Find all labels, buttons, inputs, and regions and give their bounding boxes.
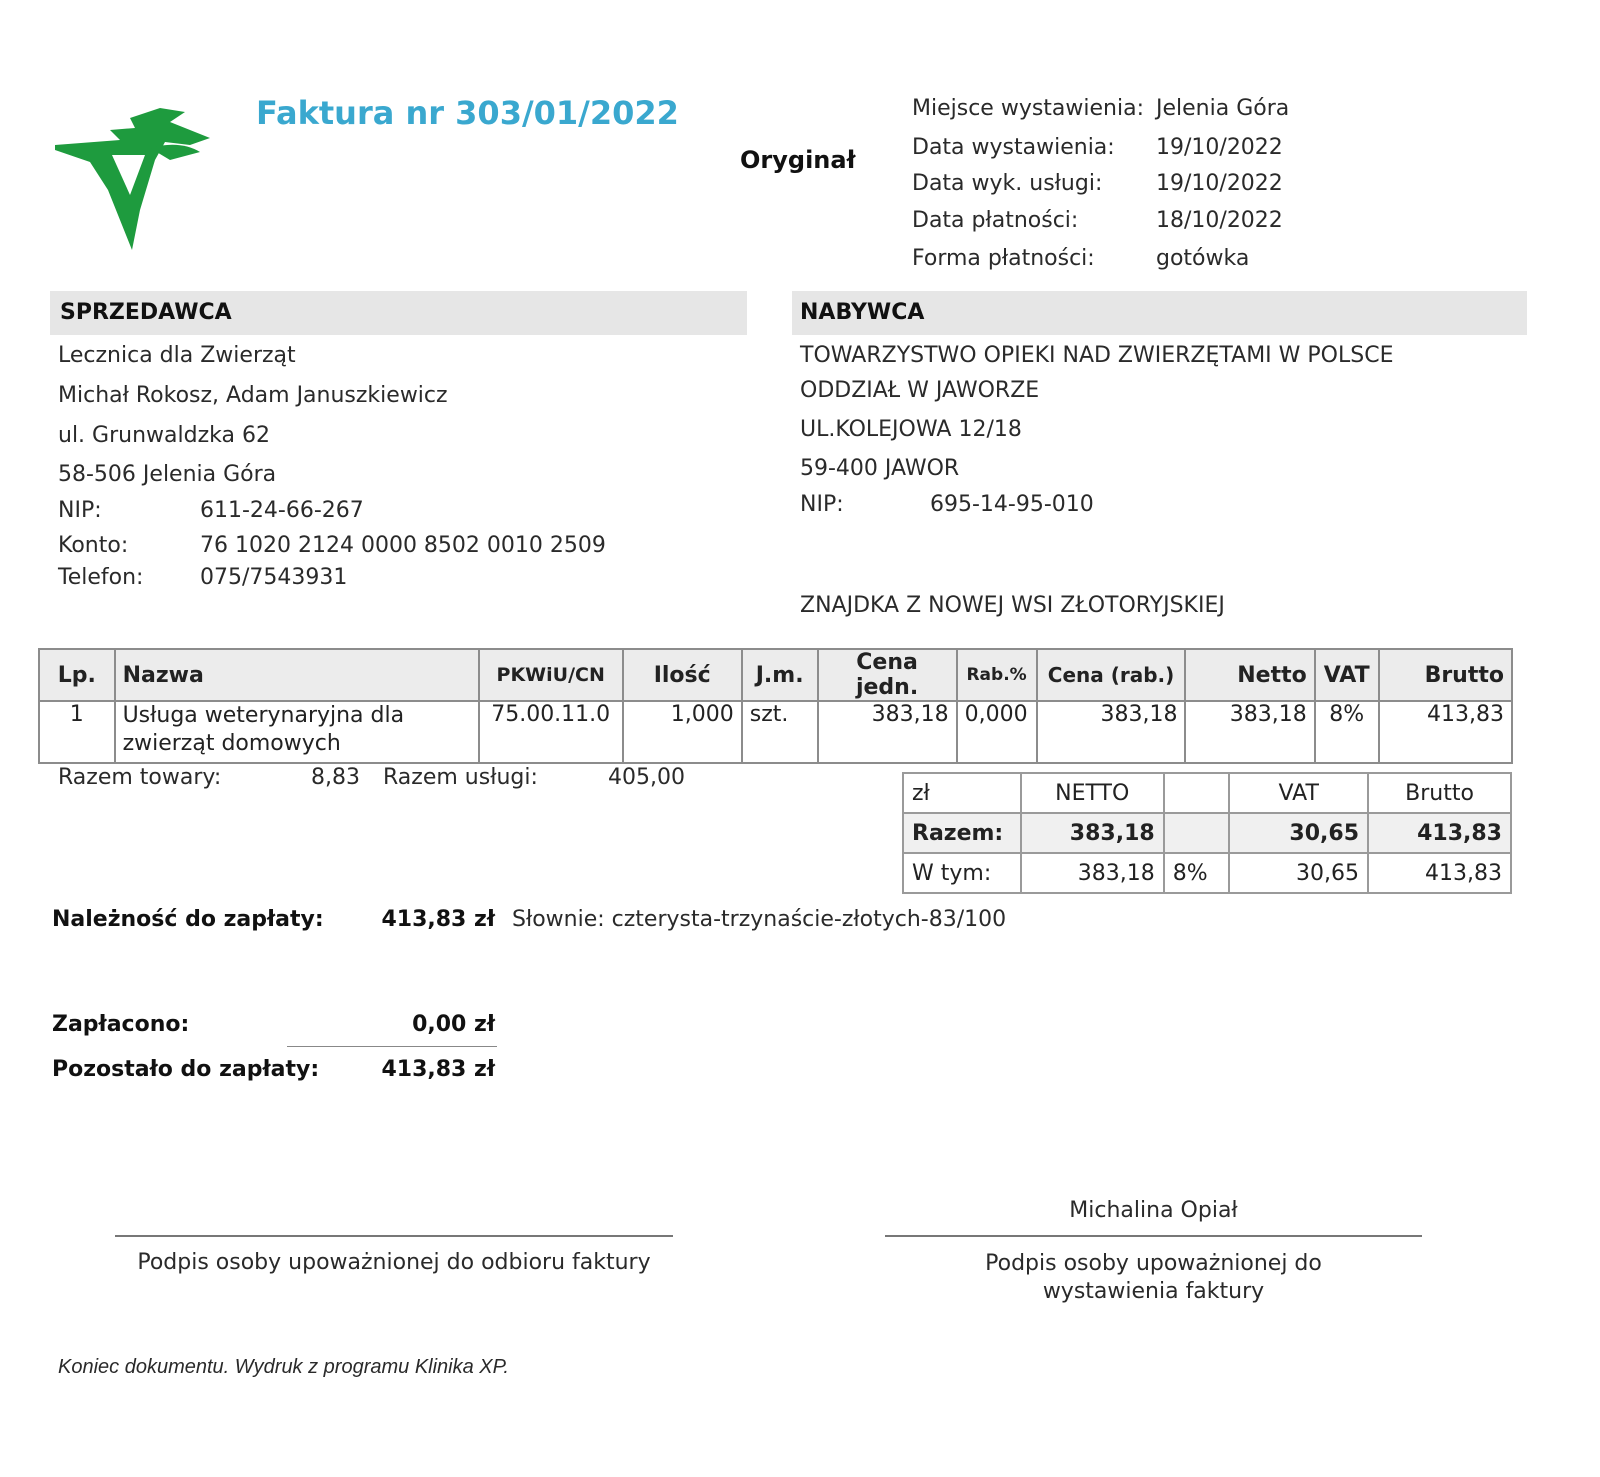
summary-total-rate	[1164, 813, 1230, 853]
buyer-nip-label: NIP:	[800, 492, 844, 517]
seller-line: Michał Rokosz, Adam Januszkiewicz	[58, 383, 448, 408]
summary-total-row	[903, 813, 1511, 853]
meta-payment-form-label: Forma płatności:	[912, 246, 1095, 271]
col-discount: Rab.%	[957, 649, 1037, 701]
item-gross: 413,83	[1379, 701, 1512, 763]
buyer-line: UL.KOLEJOWA 12/18	[800, 417, 1022, 442]
item-net: 383,18	[1185, 701, 1314, 763]
item-vat: 8%	[1315, 701, 1379, 763]
col-qty: Ilość	[623, 649, 742, 701]
seller-line: Lecznica dla Zwierząt	[58, 343, 296, 368]
copy-label: Oryginał	[740, 146, 856, 174]
summary-rate-header	[1164, 773, 1230, 813]
summary-incl-gross: 413,83	[1368, 853, 1511, 893]
amount-due-value: 413,83 zł	[381, 907, 495, 932]
summary-header-row	[903, 773, 1511, 813]
item-price-disc: 383,18	[1037, 701, 1186, 763]
meta-service-date-label: Data wyk. usługi:	[912, 171, 1103, 196]
item-discount: 0,000	[957, 701, 1037, 763]
buyer-line: ODDZIAŁ W JAWORZE	[800, 378, 1040, 403]
summary-incl-label: W tym:	[903, 853, 1021, 893]
summary-net-header: NETTO	[1021, 773, 1164, 813]
meta-issue-date-value: 19/10/2022	[1156, 135, 1283, 160]
invoice-title: Faktura nr 303/01/2022	[256, 94, 679, 132]
vat-summary-table	[902, 772, 1512, 894]
summary-incl-net: 383,18	[1021, 853, 1164, 893]
col-unit: J.m.	[742, 649, 818, 701]
summary-total-vat: 30,65	[1229, 813, 1368, 853]
seller-nip-label: NIP:	[58, 498, 102, 523]
remaining-label: Pozostało do zapłaty:	[52, 1057, 320, 1082]
item-unit: szt.	[742, 701, 818, 763]
seller-account-label: Konto:	[58, 533, 129, 558]
summary-vat-header: VAT	[1229, 773, 1368, 813]
summary-total-label: Razem:	[903, 813, 1021, 853]
col-lp: Lp.	[39, 649, 115, 701]
summary-incl-vat: 30,65	[1229, 853, 1368, 893]
item-lp: 1	[39, 701, 115, 763]
goods-total-value: 8,83	[311, 765, 360, 790]
item-name: Usługa weterynaryjna dla zwierząt domowych	[115, 701, 479, 763]
meta-issue-date-label: Data wystawienia:	[912, 135, 1115, 160]
receiver-signature-line	[115, 1235, 673, 1237]
meta-payment-form-value: gotówka	[1156, 246, 1250, 271]
summary-gross-header: Brutto	[1368, 773, 1511, 813]
meta-payment-date-value: 18/10/2022	[1156, 208, 1283, 233]
summary-incl-row	[903, 853, 1511, 893]
col-price: Cena jedn.	[818, 649, 957, 701]
seller-phone: 075/7543931	[200, 565, 348, 590]
summary-total-net: 383,18	[1021, 813, 1164, 853]
issuer-name: Michalina Opiał	[1069, 1198, 1238, 1223]
services-total-value: 405,00	[608, 765, 685, 790]
items-header-row	[39, 649, 1512, 701]
col-vat: VAT	[1315, 649, 1379, 701]
buyer-heading: NABYWCA	[800, 300, 925, 325]
seller-line: ul. Grunwaldzka 62	[58, 423, 270, 448]
seller-heading: SPRZEDAWCA	[60, 300, 232, 325]
table-row	[39, 701, 1512, 763]
summary-incl-rate: 8%	[1164, 853, 1230, 893]
meta-place-label: Miejsce wystawienia:	[912, 96, 1144, 121]
amount-in-words: Słownie: czterysta-trzynaście-złotych-83/100	[512, 907, 1007, 932]
buyer-line: 59-400 JAWOR	[800, 456, 960, 481]
footer-note: Koniec dokumentu. Wydruk z programu Klinika XP.	[58, 1356, 509, 1378]
col-gross: Brutto	[1379, 649, 1512, 701]
seller-account: 76 1020 2124 0000 8502 0010 2509	[200, 533, 606, 558]
logo-v-snake-icon	[50, 100, 220, 260]
meta-payment-date-label: Data płatności:	[912, 208, 1079, 233]
issuer-signature-line	[885, 1235, 1422, 1237]
seller-nip: 611-24-66-267	[200, 498, 364, 523]
remaining-value: 413,83 zł	[381, 1057, 495, 1082]
goods-total-label: Razem towary:	[58, 765, 222, 790]
col-net: Netto	[1185, 649, 1314, 701]
buyer-line: TOWARZYSTWO OPIEKI NAD ZWIERZĘTAMI W POLSCE	[800, 343, 1394, 368]
amount-due-label: Należność do zapłaty:	[52, 907, 324, 932]
item-pkwiu: 75.00.11.0	[479, 701, 623, 763]
item-qty: 1,000	[623, 701, 742, 763]
paid-divider	[287, 1046, 497, 1047]
buyer-note: ZNAJDKA Z NOWEJ WSI ZŁOTORYJSKIEJ	[800, 593, 1225, 618]
col-name: Nazwa	[115, 649, 479, 701]
meta-service-date-value: 19/10/2022	[1156, 171, 1283, 196]
paid-value: 0,00 zł	[412, 1012, 495, 1037]
seller-line: 58-506 Jelenia Góra	[58, 462, 277, 487]
buyer-nip: 695-14-95-010	[930, 492, 1094, 517]
meta-place-value: Jelenia Góra	[1156, 96, 1290, 121]
col-pkwiu: PKWiU/CN	[479, 649, 623, 701]
paid-label: Zapłacono:	[52, 1012, 190, 1037]
items-table	[38, 648, 1513, 764]
seller-phone-label: Telefon:	[58, 565, 144, 590]
clinic-logo	[50, 100, 220, 260]
item-price: 383,18	[818, 701, 957, 763]
summary-total-gross: 413,83	[1368, 813, 1511, 853]
col-price-disc: Cena (rab.)	[1037, 649, 1186, 701]
issuer-signature-caption: Podpis osoby upoważnionej do wystawienia faktury	[985, 1251, 1322, 1304]
summary-currency: zł	[903, 773, 1021, 813]
receiver-signature-caption: Podpis osoby upoważnionej do odbioru faktury	[137, 1250, 651, 1275]
services-total-label: Razem usługi:	[383, 765, 538, 790]
